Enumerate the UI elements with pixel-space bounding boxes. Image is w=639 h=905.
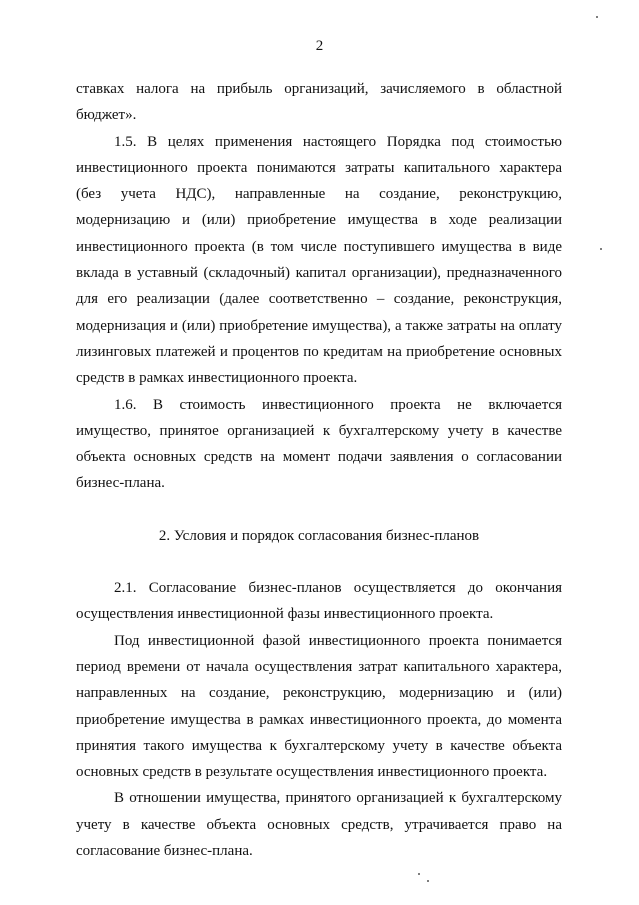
document-body	[76, 76, 562, 864]
scan-speck	[600, 248, 602, 250]
scan-speck	[427, 880, 429, 882]
paragraph-property-rights: В отношении имущества, принятого организацией к бухгалтерскому учету в качестве объекта основных средств, утрачивается право на согласование бизнес-плана.	[76, 790, 562, 860]
paragraph-2-1: 2.1. Согласование бизнес-планов осуществляется до окончания осуществления инвестиционной фазы инвестиционного проекта.	[76, 580, 562, 623]
scan-speck	[596, 16, 598, 18]
paragraph-continuation: ставках налога на прибыль организаций, зачисляемого в областной бюджет».	[76, 81, 562, 124]
paragraph-1-6: 1.6. В стоимость инвестиционного проекта не включается имущество, принятое организацией к бухгалтерскому учету в качестве объекта основных средств на момент подачи заявления о согласовании бизнес-плана.	[76, 396, 562, 492]
paragraph-investment-phase: Под инвестиционной фазой инвестиционного проекта понимается период времени от начала осуществления затрат капитального характера, направленных на создание, реконструкцию, модернизацию и (или) приобретение имущества в рамках инвестиционного проекта, до момента принятия такого имущества к бухгалтерскому учету в качестве объекта основных средств в результате осуществления инвестиционного проекта.	[76, 632, 562, 781]
section-heading: 2. Условия и порядок согласования бизнес-планов	[158, 527, 480, 544]
paragraph-1-5: 1.5. В целях применения настоящего Порядка под стоимостью инвестиционного проекта понимаются затраты капитального характера (без учета НДС), направленные на создание, реконструкцию, модернизацию и (или) приобретение имущества в ходе реализации инвестиционного проекта (в том числе поступившего имущества в виде вклада в уставный (складочный) капитал организации), предназначенного для его реализации (далее соответственно – создание, реконструкция, модернизация и (или) приобретение имущества), а также затраты на оплату лизинговых платежей и процентов по кредитам на приобретение основных средств в рамках инвестиционного проекта.	[76, 133, 562, 387]
scan-speck	[418, 873, 420, 875]
page-number: 2	[315, 38, 324, 54]
